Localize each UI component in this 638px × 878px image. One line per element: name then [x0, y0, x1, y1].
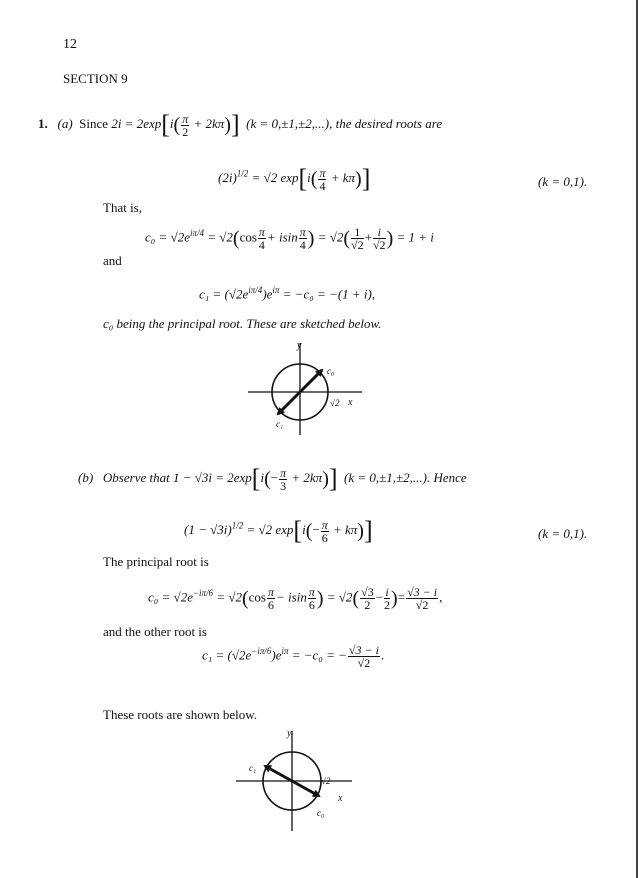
fig-b-y-label: y: [287, 728, 292, 739]
root-formula-a: $(2i)^{1/2} = √2$ exp[i( $\frac{\pi}{4}$ + kπ)]: [218, 164, 371, 193]
c1-arrow: [278, 392, 300, 414]
principal-is-text: The principal root is: [103, 554, 209, 569]
root-range-b: (k = 0,1).: [538, 526, 588, 541]
fig-a-y-label: y: [297, 340, 302, 351]
c0-arrow: [300, 370, 322, 392]
shown-text: These roots are shown below.: [103, 707, 258, 722]
section-heading: SECTION 9: [63, 71, 128, 86]
other-is-text: and the other root is: [103, 624, 207, 639]
c1-formula-a: $c_1 = (√2e^{i\pi/4})e^{i\pi} = -c_0 = -(1 + i)$,: [199, 285, 376, 302]
eq1-i: i: [169, 115, 174, 131]
c0-arrow: [292, 781, 319, 796]
part-b-label: (b): [78, 469, 94, 485]
root-formula-b: $(1 - √3i)^{1/2} = √2$ exp[i(− $\frac{\pi}{6}$ + kπ)]: [184, 516, 373, 545]
principal-text-a: c₀ being the principal root. These are sketched below.: [103, 316, 382, 331]
fig-b-c0-label: c₀: [317, 808, 325, 818]
eq1-range: (k = 0,±1,±2,...), the desired roots are: [246, 115, 443, 131]
root-sketch-a: [240, 335, 370, 435]
c0-formula-a: $c_0 = √2e^{i\pi/4} = √2(\cos$ $\frac{\pi}{4}$ + isin $\frac{\pi}{4}$ ) = √2( $\frac{1}{√2}$ + $\frac{i}{√2}$ ) = 1 + i: [145, 225, 434, 252]
c0-formula-b: $c_0 = √2e^{-i\pi/6} = √2(\cos$ $\frac{\pi}{6}$ − isin $\frac{\pi}{6}$ ) = √2( $\frac{√3}{2}$ − $\frac{i}{2}$ )= $\frac{√3 - i}{√2}$ ,: [148, 585, 443, 612]
since-text: Since: [79, 115, 109, 131]
page-number: 12: [63, 37, 77, 52]
fig-a-radius-label: √2: [330, 398, 340, 408]
fig-a-x-label: x: [348, 397, 353, 408]
fig-b-c1-label: c₁: [249, 763, 257, 773]
fig-b-radius-label: √2: [321, 776, 331, 786]
problem-number: 1.: [38, 115, 48, 131]
part-b-equation-line: (b) Observe that 1 − √3i = 2exp[i(− $\frac{\pi}{3}$ + 2kπ)] (k = 0,±1,±2,...). Hence: [78, 464, 467, 493]
part-a-equation-line: 1. (a) Since 2i = 2exp[i( $\frac{\pi}{2}$ + 2kπ)] (k = 0,±1,±2,...), the desired roots are: [38, 110, 443, 139]
fig-b-x-label: x: [338, 793, 343, 804]
fig-a-c1-label: c₁: [276, 419, 284, 429]
c1-formula-b: $c_1 = (√2e^{-i\pi/6})e^{i\pi} = -c_0$ = − $\frac{√3 - i}{√2}$ .: [202, 643, 385, 670]
eq1-frac: $\frac{\pi}{2}$: [182, 111, 189, 139]
eq1-plus2kpi: + 2kπ: [190, 115, 225, 131]
root-sketch-b: [232, 725, 362, 833]
that-is-text: That is,: [103, 200, 142, 215]
root-range-a: (k = 0,1).: [538, 174, 588, 189]
eq1-lhs: 2i = 2exp: [111, 115, 162, 131]
part-a-label: (a): [57, 115, 73, 131]
fig-a-c0-label: c₀: [327, 366, 335, 376]
c1-arrow: [265, 766, 292, 781]
and-text-a: and: [103, 253, 122, 268]
